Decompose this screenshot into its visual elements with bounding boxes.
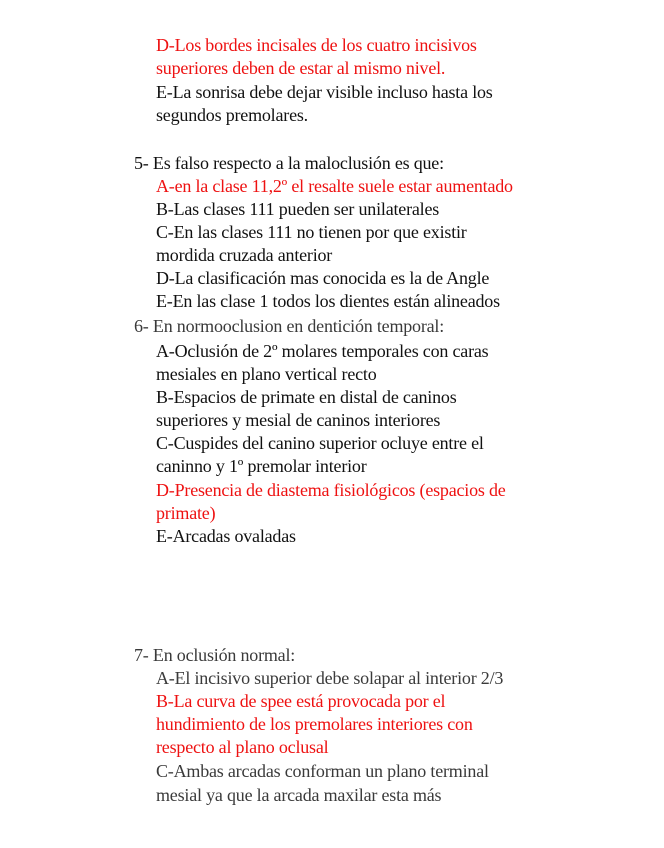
q7-option-b-line-3: respecto al plano oclusal <box>156 737 329 757</box>
question-7-title: 7- En oclusión normal: <box>134 645 296 665</box>
q5-option-c-line-1: C-En las clases 111 no tienen por que existir <box>156 222 467 242</box>
q6-option-d-line-2: primate) <box>156 503 216 523</box>
q6-option-a-line-1: A-Oclusión de 2º molares temporales con caras <box>156 341 489 361</box>
q6-option-e: E-Arcadas ovaladas <box>156 526 296 546</box>
question-5-title: 5- Es falso respecto a la maloclusión es que: <box>134 153 444 173</box>
q6-option-c-line-2: caninno y 1º premolar interior <box>156 456 367 476</box>
q7-option-b-line-1: B-La curva de spee está provocada por el <box>156 691 446 711</box>
q5-option-c-line-2: mordida cruzada anterior <box>156 245 333 265</box>
q6-option-c-line-1: C-Cuspides del canino superior ocluye entre el <box>156 433 484 453</box>
q7-option-c-line-1: C-Ambas arcadas conforman un plano terminal <box>156 761 489 781</box>
question-6-title: 6- En normooclusion en dentición temporal: <box>134 316 445 336</box>
option-d-line-2: superiores deben de estar al mismo nivel. <box>156 58 446 78</box>
option-e-line-2: segundos premolares. <box>156 105 308 125</box>
q6-option-d-line-1: D-Presencia de diastema fisiológicos (espacios de <box>156 480 506 500</box>
q7-option-b-line-2: hundimiento de los premolares interiores con <box>156 714 473 734</box>
q6-option-b-line-1: B-Espacios de primate en distal de caninos <box>156 387 457 407</box>
q6-option-a-line-2: mesiales en plano vertical recto <box>156 364 377 384</box>
q5-option-a: A-en la clase 11,2º el resalte suele estar aumentado <box>156 176 513 196</box>
q5-option-d: D-La clasificación mas conocida es la de Angle <box>156 268 490 288</box>
q7-option-a: A-El incisivo superior debe solapar al interior 2/3 <box>156 668 504 688</box>
q5-option-e: E-En las clase 1 todos los dientes están alineados <box>156 291 500 311</box>
option-d-line-1: D-Los bordes incisales de los cuatro incisivos <box>156 35 477 55</box>
q7-option-c-line-2: mesial ya que la arcada maxilar esta más <box>156 785 442 805</box>
q5-option-b: B-Las clases 111 pueden ser unilaterales <box>156 199 440 219</box>
option-e-line-1: E-La sonrisa debe dejar visible incluso hasta los <box>156 82 493 102</box>
q6-option-b-line-2: superiores y mesial de caninos interiores <box>156 410 441 430</box>
